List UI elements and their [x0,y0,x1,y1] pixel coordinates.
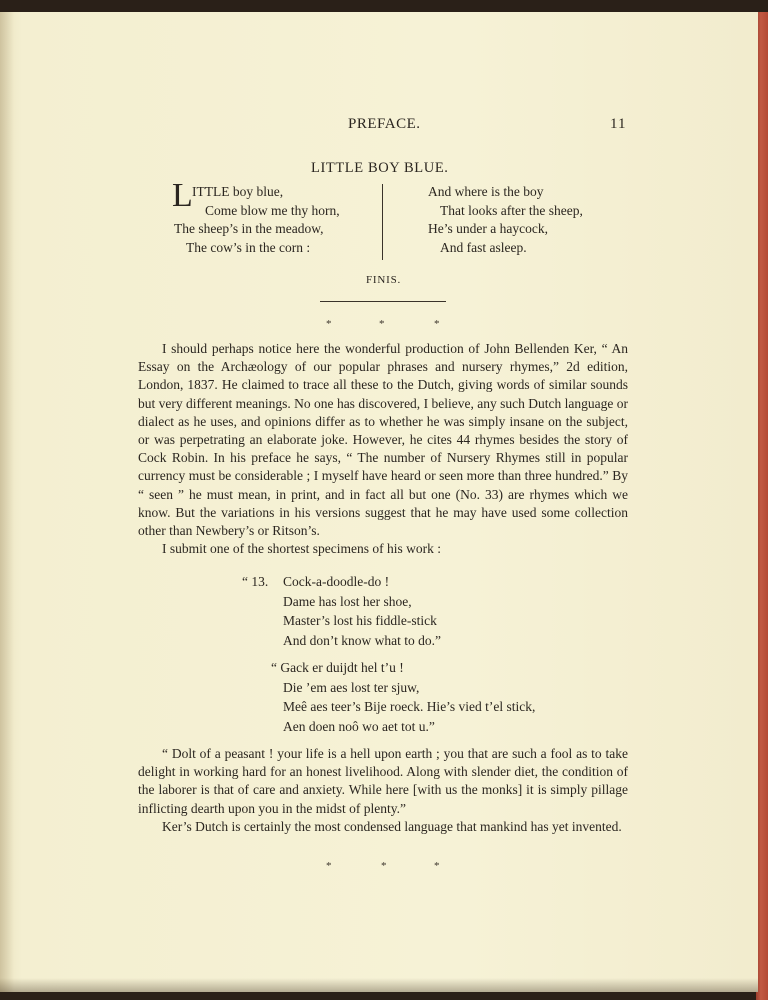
poem-title: LITTLE BOY BLUE. [311,160,449,176]
rhyme-line: Master’s lost his fiddle-stick [283,613,437,628]
bottom-star: * [434,860,440,872]
finis-label: FINIS. [366,274,402,286]
gutter-shadow [0,12,14,992]
dutch-rhyme-line: Aen doen noô wo aet tot u.” [283,718,435,734]
poem-right-line: He’s under a haycock, [428,221,548,236]
drop-cap: L [172,177,193,214]
rhyme-line: Cock-a-doodle-do ! [283,574,390,589]
stanza-divider [382,184,383,260]
poem-right-line: And where is the boy [428,184,544,199]
bottom-star: * [381,860,387,872]
body-paragraph: I submit one of the shortest specimens of his work : [162,541,441,556]
separator-star: * [326,318,332,330]
page-number: 11 [610,116,627,132]
rhyme-line: And don’t know what to do.” [283,632,441,648]
poem-left-line: The sheep’s in the meadow, [174,221,324,236]
poem-left-line: The cow’s in the corn : [186,239,311,255]
body-paragraph: Ker’s Dutch is certainly the most condensed language that mankind has yet invented. [162,819,622,834]
rhyme-line: Dame has lost her shoe, [283,593,412,609]
rhyme-number: “ 13. [242,574,269,589]
body-paragraph: I should perhaps notice here the wonderful production of John Bellenden Ker, “ An Essay on the Archæology of our popular phrases and nursery rhymes,” 2d edition, London, 1837. He claimed to trace all these to the Dutch, giving words of similar sounds but very different meanings. No one has discovered, I believe, any such Dutch language or dialect as he uses, and opinions differ as to whether he was simply insane on the subject, or was perpetrating an elaborate joke. However, he cites 44 rhymes besides the story of Cock Robin. In his preface he says, “ The number of Nursery Rhymes still in popular currency must be considerable ; I myself have heard or seen more than three hundred.” By “ seen ” he must mean, in print, and in fact all but one (No. 33) are rhymes which we know. But the variations in his versions suggest that he may have used some collection other than Newbery’s or Ritson’s. [138,341,628,539]
running-title: PREFACE. [348,116,421,132]
bottom-star: * [326,860,332,872]
page-bottom-shadow [0,978,758,992]
horizontal-rule [320,301,446,302]
poem-right-line: And fast asleep. [440,239,527,255]
poem-right-line: That looks after the sheep, [440,202,583,218]
dutch-rhyme-line: Die ’em aes lost ter sjuw, [283,679,420,695]
poem-left-line: Come blow me thy horn, [205,202,340,218]
dutch-rhyme-line: Meê aes teer’s Bije roeck. Hie’s vied t’el stick, [283,699,536,714]
separator-star: * [379,318,385,330]
body-paragraph: “ Dolt of a peasant ! your life is a hell upon earth ; you that are such a fool as to take delight in working hard for an honest livelihood. Along with slender diet, the condition of the laborer is that of care and anxiety. While here [with us the monks] it is simply pillage inflicting dearth upon you in the midst of plenty.” [138,746,628,816]
dutch-rhyme-line: “ Gack er duijdt hel t’u ! [271,660,404,675]
book-page [0,12,758,992]
separator-star: * [434,318,440,330]
poem-left-line: ITTLE boy blue, [192,184,284,199]
